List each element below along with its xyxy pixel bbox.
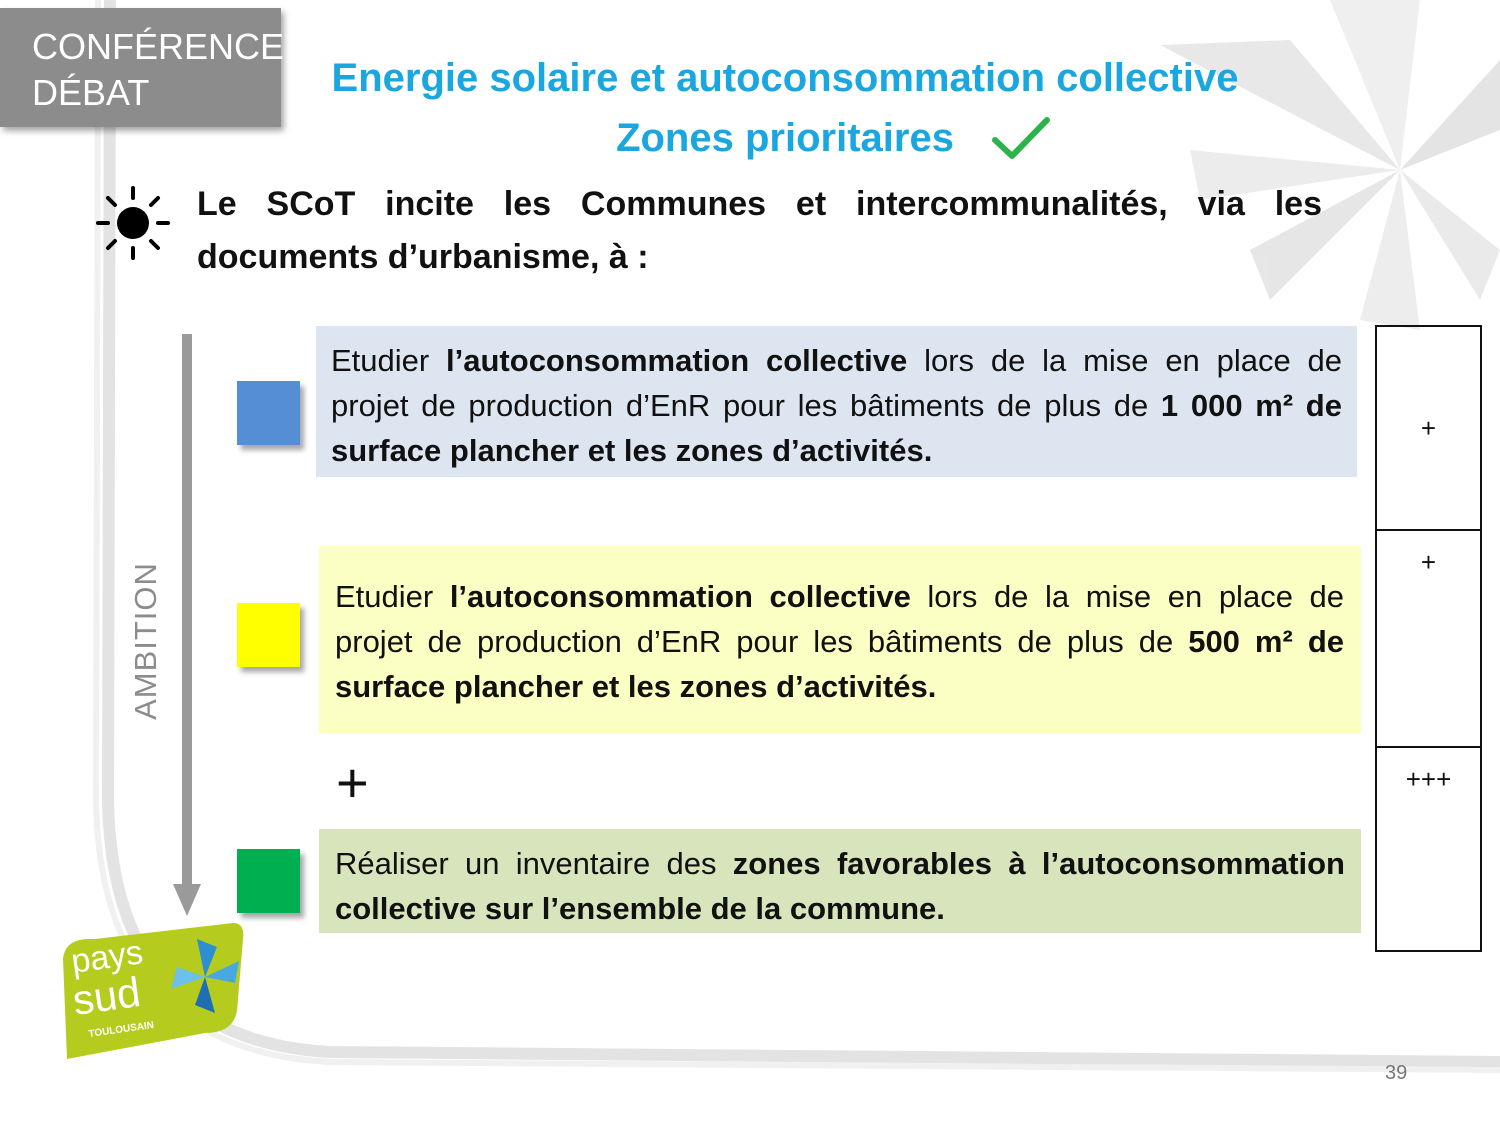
option-3-bold: zones favorables à l’autoconsommation collective sur l’ensemble de la commune. [335,846,1345,926]
table-row [1376,530,1481,747]
ambition-levels-table [1375,325,1482,952]
option-1-bold: l’autoconsommation collective [446,343,908,378]
option-2-bold: l’autoconsommation collective [449,579,911,614]
sun-icon [95,185,171,261]
slide-subtitle: Zones prioritaires [616,116,954,160]
logo-word-sud: sud [69,967,144,1024]
option-box-inventory [319,829,1361,933]
option-box-1000m2 [316,326,1357,477]
table-row [1376,747,1481,951]
yellow-square-marker [237,603,300,667]
option-box-500m2 [319,546,1361,734]
ambition-label [124,560,168,722]
level-cell-3: +++ [1376,747,1481,951]
tag-line-1: CONFÉRENCE [32,26,285,67]
option-1-bold-2: 1 000 m² de surface plancher et les zones d’activités. [331,388,1342,468]
ambition-arrow [165,334,209,919]
slide-title: Energie solaire et autoconsommation collective [331,56,1239,100]
blue-square-marker [237,381,300,445]
plus-sign: + [336,751,369,814]
option-2-text-2: lors de la mise en place de projet de production d’EnR pour les bâtiments de plus de [335,579,1344,659]
logo-word-toulousain: TOULOUSAIN [87,1019,155,1040]
page-number: 39 [1385,1062,1408,1084]
green-square-marker [237,849,300,913]
table-row [1376,326,1481,530]
logo-word-pays: pays [68,933,146,981]
option-3-text: Réaliser un inventaire des [335,846,733,881]
ambition-label-text: AMBITION [128,562,163,720]
option-2-text: Etudier [335,579,450,614]
pays-sud-toulousain-logo [55,915,250,1065]
option-1-text-2: lors de la mise en place de projet de production d’EnR pour les bâtiments de plus de [331,343,1343,423]
checkmark-icon [990,114,1052,162]
option-1-text: Etudier [331,343,447,378]
level-cell-2: + [1376,530,1481,747]
tag-line-2: DÉBAT [32,72,150,113]
conference-debat-tag [0,8,285,127]
intro-text: Le SCoT incite les Communes et intercommunalités, via les documents d’urbanisme, à : [197,185,1322,276]
level-cell-1: + [1376,326,1481,530]
option-2-bold-2: 500 m² de surface plancher et les zones d’activités. [335,624,1345,704]
